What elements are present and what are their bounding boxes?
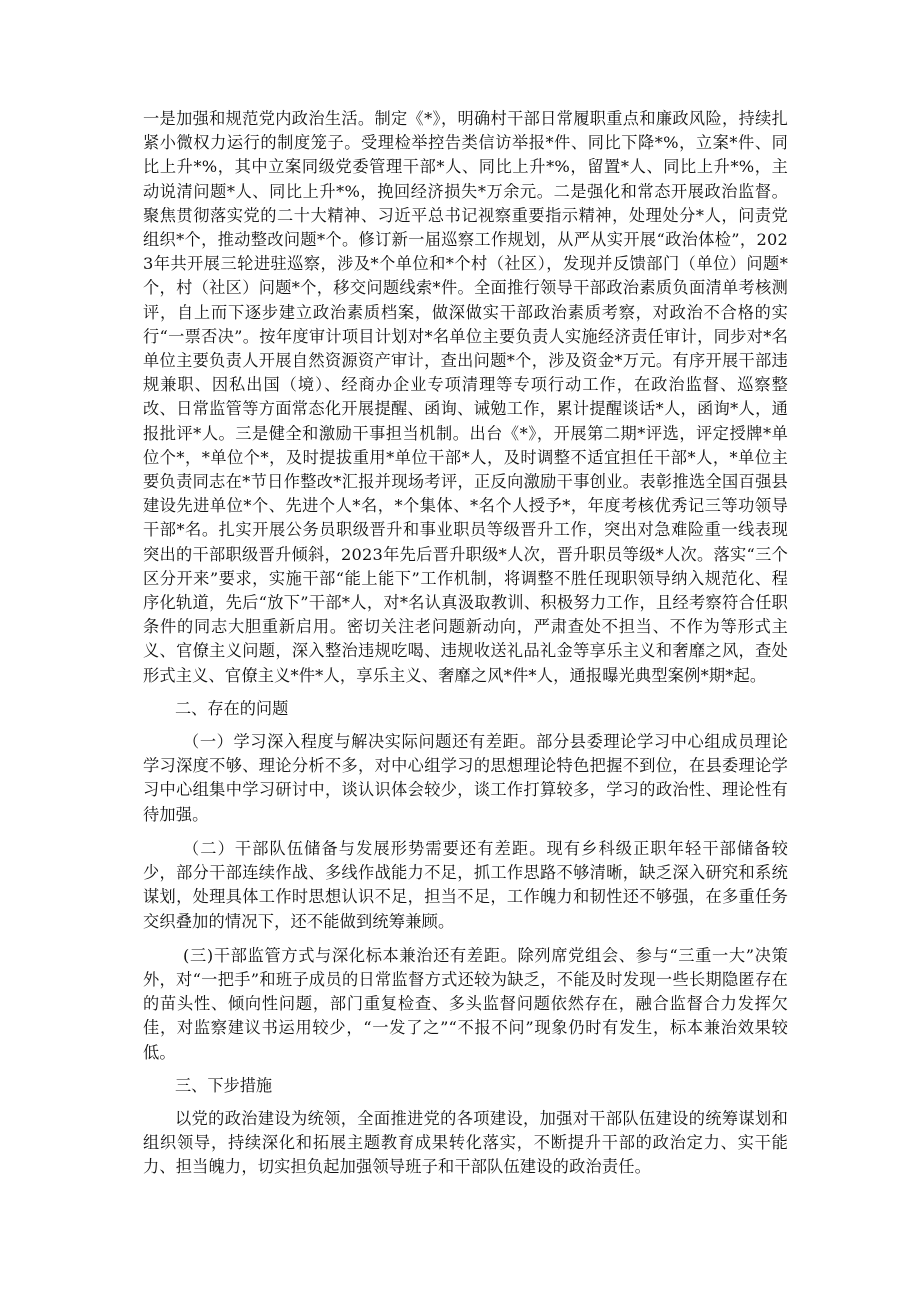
section-three-heading: 三、下步措施 <box>175 1075 273 1095</box>
spacer <box>143 1065 788 1074</box>
spacer <box>143 688 788 697</box>
document-page <box>143 107 788 1180</box>
intro-paragraph: 一是加强和规范党内政治生活。制定《*》，明确村干部日常履职重点和廉政风险，持续扎紧小微权力运行的制度笼子。受理检举控告类信访举报*件、同比下降*%，立案*件、同比上升*%，其中立案同级党委管理干部*人、同比上升*%，留置*人、同比上升*%，主动说清问题*人、同比上升*%，挽回经济损失*万余元。二是强化和常态开展政治监督。聚焦贯彻落实党的二十大精神、习近平总书记视察重要指示精神，处理处分*人，问责党组织*个，推动整改问题*个。修订新一届巡察工作规划，从严从实开展“政治体检”，2023年共开展三轮进驻巡察，涉及*个单位和*个村（社区），发现并反馈部门（单位）问题*个，村（社区）问题*个，移交问题线索*件。全面推行领导干部政治素质负面清单考核测评，自上而下逐步建立政治素质档案，做深做实干部政治素质考察，对政治不合格的实行“一票否决”。按年度审计项目计划对*名单位主要负责人实施经济责任审计，同步对*名单位主要负责人开展自然资源资产审计，查出问题*个，涉及资金*万元。有序开展干部违规兼职、因私出国（境）、经商办企业专项清理等专项行动工作，在政治监督、巡察整改、日常监管等方面常态化开展提醒、函询、诫勉工作，累计提醒谈话*人，函询*人，通报批评*人。三是健全和激励干事担当机制。出台《*》，开展第二期*评选，评定授牌*单位个*，*单位个*，及时提拔重用*单位干部*人，及时调整不适宜担任干部*人，*单位主要负责同志在*节日作整改*汇报并现场考评，正反向激励干事创业。表彰推选全国百强县建设先进单位*个、先进个人*名，*个集体、*名个人授予*，年度考核优秀记三等功领导干部*名。扎实开展公务员职级晋升和事业职员等级晋升工作，突出对急难险重一线表现突出的干部职级晋升倾斜，2023年先后晋升职级*人次，晋升职员等级*人次。落实“三个区分开来”要求，实施干部“能上能下”工作机制，将调整不胜任现职领导纳入规范化、程序化轨道，先后“放下”干部*人，对*名认真汲取教训、积极努力工作，且经考察符合任职条件的同志大胆重新启用。密切关注老问题新动向，严肃查处不担当、不作为等形式主义、官僚主义问题，深入整治违规吃喝、违规收送礼品礼金等享乐主义和奢靡之风，查处形式主义、官僚主义*件*人，享乐主义、奢靡之风*件*人，通报曝光典型案例*期*起。 <box>143 109 788 685</box>
spacer <box>143 827 788 837</box>
spacer <box>143 721 788 730</box>
spacer <box>143 934 788 944</box>
spacer <box>143 1098 788 1107</box>
problem-paragraph-2: （二）干部队伍储备与发展形势需要还有差距。现有乡科级正职年轻干部储备较少，部分干部连续作战、多线作战能力不足，抓工作思路不够清晰，缺乏深入研究和系统谋划，处理具体工作时思想认识不足，担当不足，工作魄力和韧性还不够强，在多重任务交织叠加的情况下，还不能做到统筹兼顾。 <box>143 838 788 931</box>
problem-paragraph-3: (三)干部监管方式与深化标本兼治还有差距。除列席党组会、参与“三重一大”决策外，对“一把手”和班子成员的日常监督方式还较为缺乏，不能及时发现一些长期隐匿存在的苗头性、倾向性问题，部门重复检查、多头监督问题依然存在，融合监督合力发挥欠佳，对监察建议书运用较少，“一发了之”“不报不问”现象仍时有发生，标本兼治效果较低。 <box>143 945 788 1062</box>
section-two-heading: 二、存在的问题 <box>175 698 289 718</box>
measures-paragraph: 以党的政治建设为统领，全面推进党的各项建设，加强对干部队伍建设的统筹谋划和组织领导，持续深化和拓展主题教育成果转化落实，不断提升干部的政治定力、实干能力、担当魄力，切实担负起加强领导班子和干部队伍建设的政治责任。 <box>143 1108 788 1177</box>
problem-paragraph-1: （一）学习深入程度与解决实际问题还有差距。部分县委理论学习中心组成员理论学习深度不够、理论分析不多，对中心组学习的思想理论特色把握不到位，在县委理论学习中心组集中学习研讨中，谈认识体会较少，谈工作打算较多，学习的政治性、理论性有待加强。 <box>143 732 788 824</box>
